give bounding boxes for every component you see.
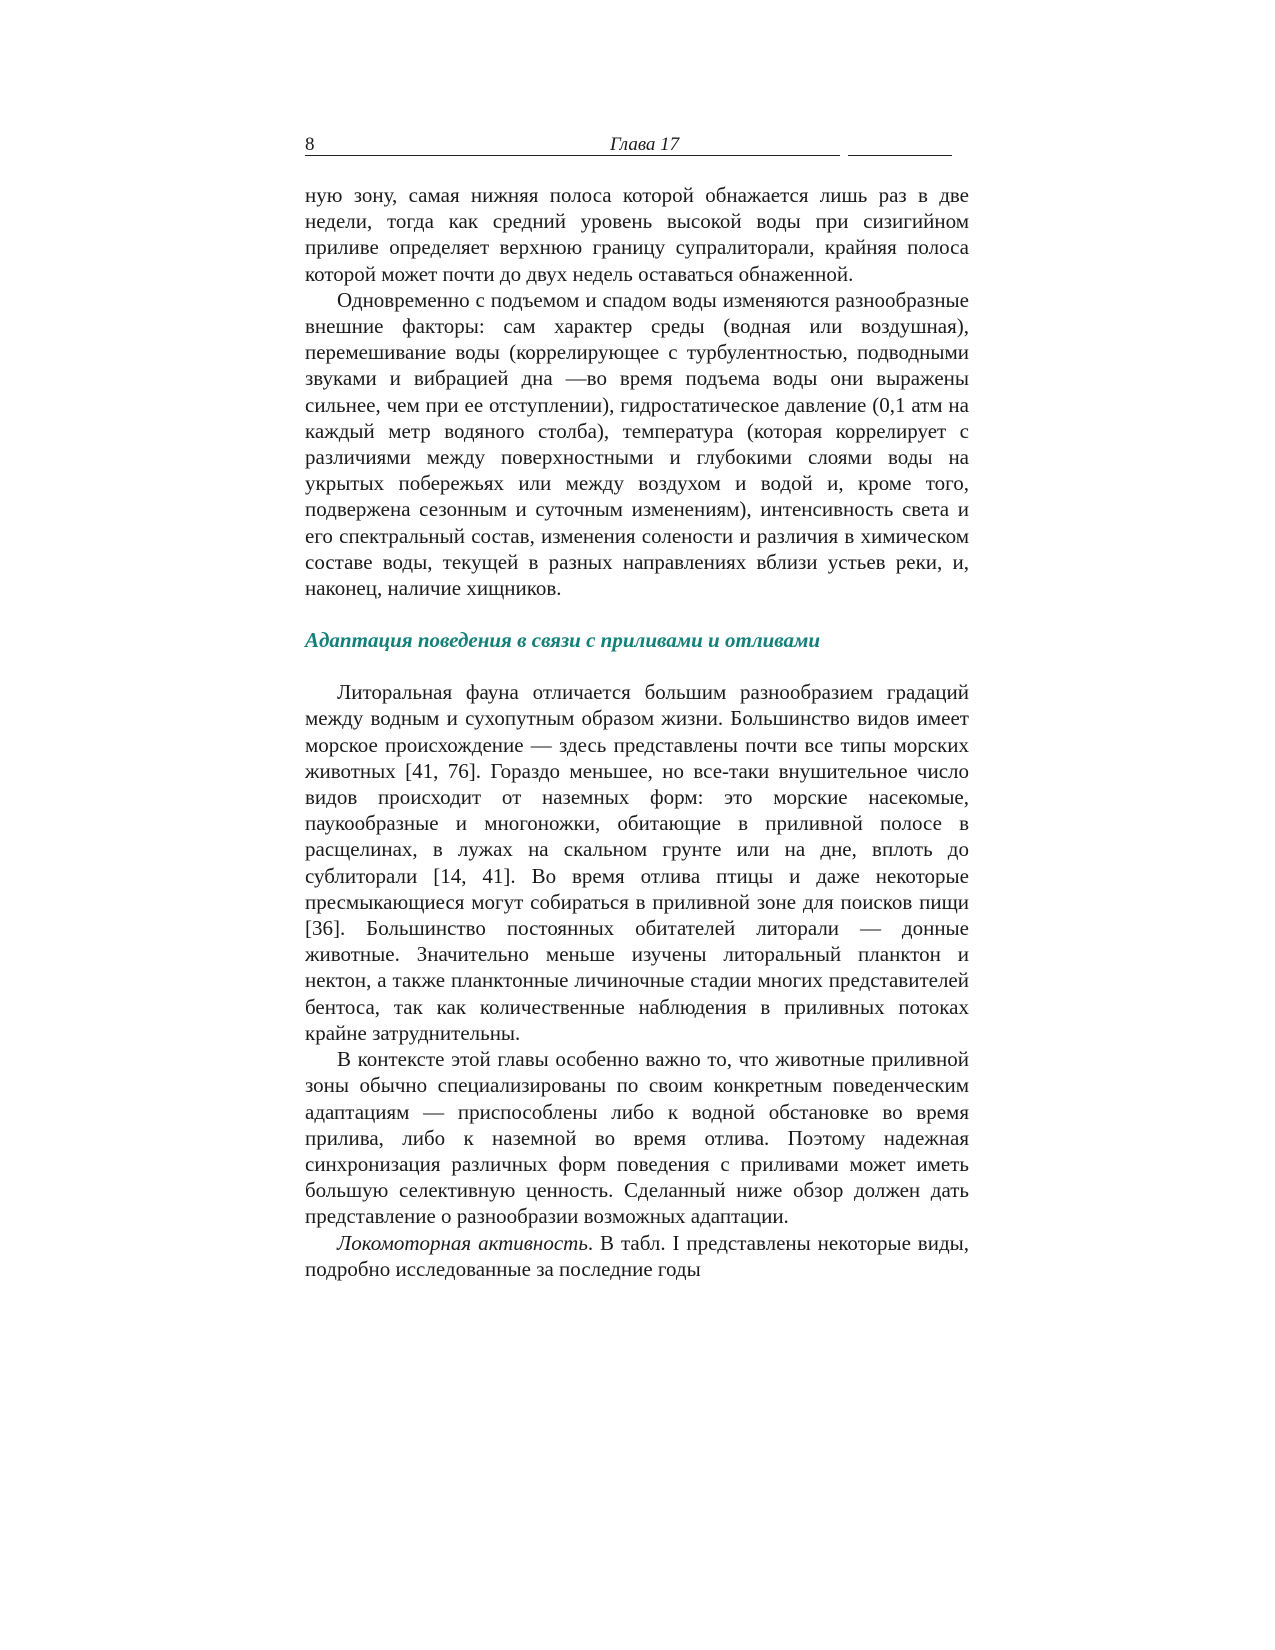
header-rule-short: [848, 155, 952, 156]
section-heading: Адаптация поведения в связи с приливами и отливами: [305, 628, 821, 653]
page-number: 8: [305, 134, 315, 155]
header-rule: [305, 155, 840, 156]
running-header: [305, 133, 969, 157]
paragraph-2: Одновременно с подъемом и спадом воды изменяются разнообразные внешние факторы: сам характер среды (водная или воздушная), перемешивание воды (коррелирующее с турбулентностью, подводными звуками и вибрацией дна —во время подъема воды они выражены сильнее, чем при ее отступлении), гидростатическое давление (0,1 атм на каждый метр водяного столба), температура (которая коррелирует с различиями между поверхностными и глубокими слоями воды на укрытых побережьях или между воздухом и водой и, кроме того, подвержена сезонным и суточным изменениям), интенсивность света и его спектральный состав, изменения солености и различия в химическом составе воды, текущей в разных направлениях вблизи устьев реки, и, наконец, наличие хищников.: [305, 287, 969, 601]
body-text: [305, 182, 969, 1282]
paragraph-1: ную зону, самая нижняя полоса которой обнажается лишь раз в две недели, тогда как средний уровень высокой воды при сизигийном приливе определяет верхнюю границу супралиторали, крайняя полоса которой может почти до двух недель оставаться обнаженной.: [305, 183, 969, 286]
paragraph-3: Литоральная фауна отличается большим разнообразием градаций между водным и сухопутным образом жизни. Большинство видов имеет морское происхождение — здесь представлены почти все типы морских животных [41, 76]. Гораздо меньшее, но все-таки внушительное число видов происходит от наземных форм: это морские насекомые, паукообразные и многоножки, обитающие в приливной полосе в расщелинах, в лужах на скальном грунте или на дне, вплоть до сублиторали [14, 41]. Во время отлива птицы и даже некоторые пресмыкающиеся могут собираться в приливной зоне для поисков пищи [36]. Большинство постоянных обитателей литорали — донные животные. Значительно меньше изучены литоральный планктон и нектон, а также планктонные личиночные стадии многих представителей бентоса, так как количественные наблюдения в приливных потоках крайне затруднительны.: [305, 680, 969, 1045]
paragraph-5: [305, 1230, 969, 1282]
chapter-title: Глава 17: [610, 134, 680, 155]
lead-term: Локомоторная активность: [337, 1230, 588, 1255]
paragraph-5-text: . В табл. I представлены некоторые виды, подробно исследованные за последние годы: [305, 1230, 969, 1281]
paragraph-4: В контексте этой главы особенно важно то, что животные приливной зоны обычно специализированы по своим конкретным поведенческим адаптациям — приспособлены либо к водной обстановке во время прилива, либо к наземной во время отлива. Поэтому надежная синхронизация различных форм поведения с приливами может иметь большую селективную ценность. Сделанный ниже обзор должен дать представление о разнообразии возможных адаптации.: [305, 1047, 969, 1229]
